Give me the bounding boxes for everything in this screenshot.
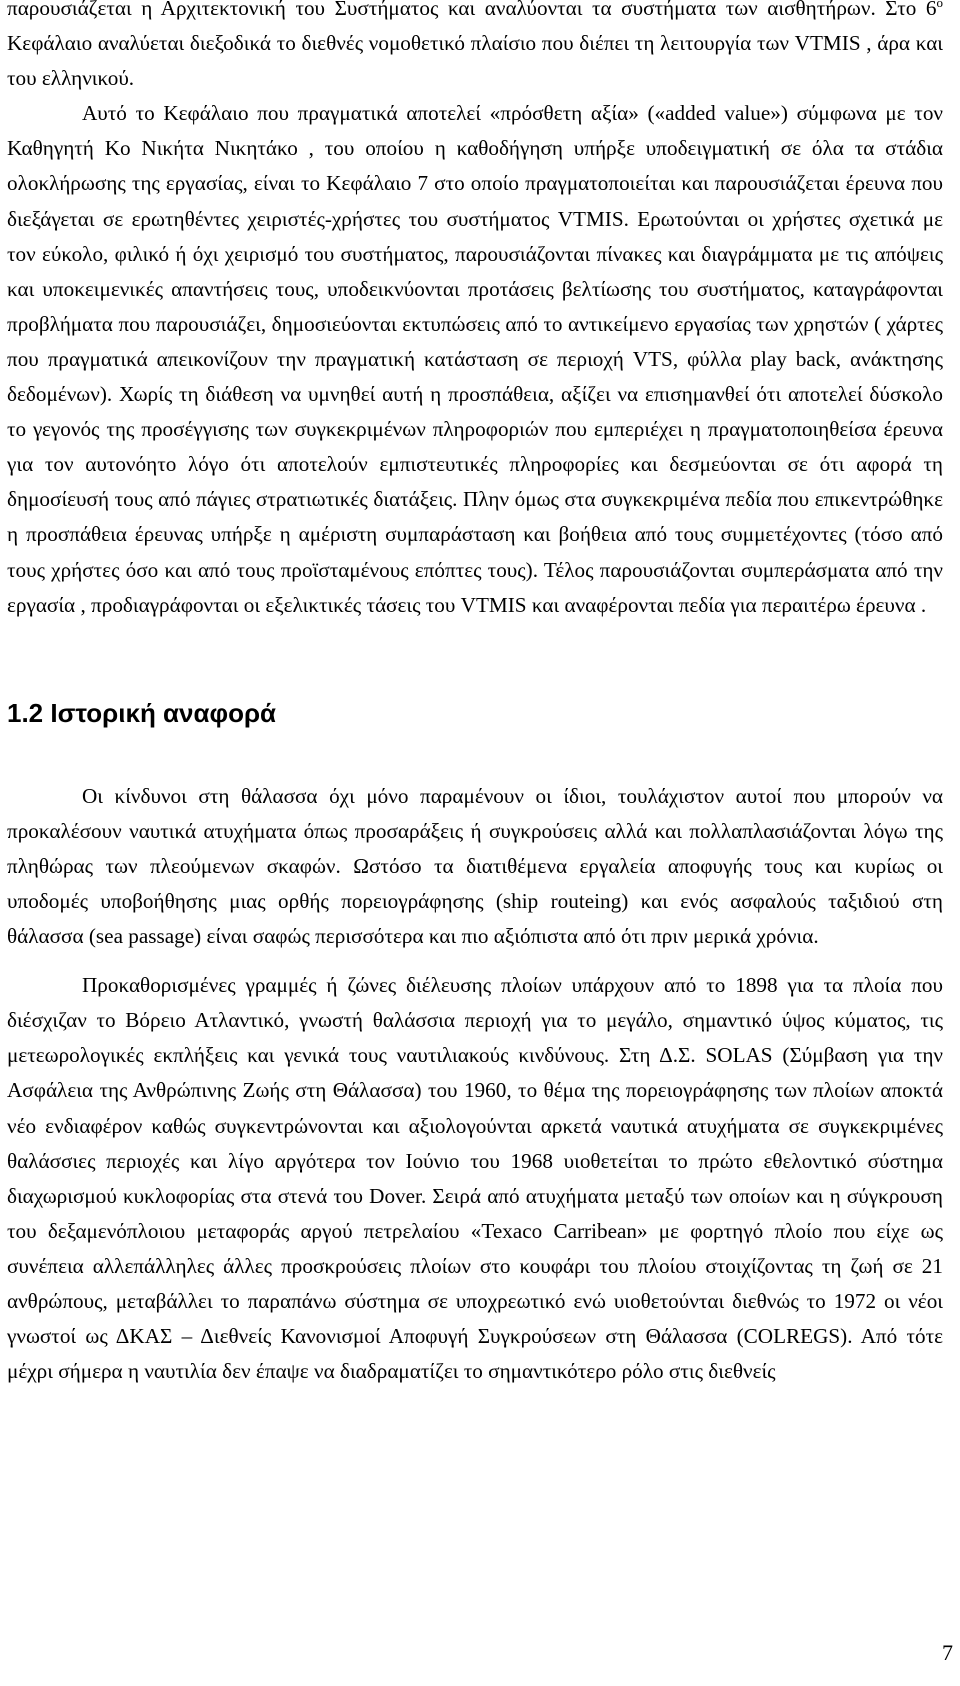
paragraph-intro-continuation xyxy=(7,0,943,96)
page-number: 7 xyxy=(942,1640,953,1665)
superscript-o: ο xyxy=(936,0,943,10)
paragraph-text: παρουσιάζεται η Αρχιτεκτονική του Συστήματος και αναλύονται τα συστήματα των αισθητήρων. Στο 6 xyxy=(7,0,937,20)
paragraph-routeing-history: Προκαθορισμένες γραμμές ή ζώνες διέλευσης πλοίων υπάρχουν από το 1898 για τα πλοία που διέσχιζαν το Βόρειο Ατλαντικό, γνωστή θαλάσσια περιοχή για το μεγάλο, σημαντικό ύψος κύματος, τις μετεωρολογικές εκπλήξεις και γενικά τους ναυτιλιακούς κινδύνους. Στη Δ.Σ. SOLAS (Σύμβαση για την Ασφάλεια της Ανθρώπινης Ζωής στη Θάλασσα) του 1960, το θέμα της πορειογράφησης των πλοίων αποκτά νέο ενδιαφέρον καθώς συγκεντρώνονται και αξιολογούνται αρκετά ναυτικά ατυχήματα σε συγκεκριμένες θαλάσσιες περιοχές και λίγο αργότερα τον Ιούνιο του 1968 υιοθετείται το πρώτο εθελοντικό σύστημα διαχωρισμού κυκλοφορίας στα στενά του Dover. Σειρά από ατυχήματα μεταξύ των οποίων και η σύγκρουση του δεξαμενόπλοιου μεταφοράς αργού πετρελαίου «Texaco Carribean» με φορτηγό πλοίο που είχε ως συνέπεια αλλεπάλληλες άλλες προσκρούσεις πλοίων στο κουφάρι του πλοίου στοιχίζοντας τη ζωή σε 21 ανθρώπους, μεταβάλλει το παραπάνω σύστημα σε υποχρεωτικό ενώ υιοθετούνται διεθνώς το 1972 οι νέοι γνωστοί ως ΔΚΑΣ – Διεθνείς Κανονισμοί Αποφυγή Συγκρούσεων στη Θάλασσα (COLREGS). Από τότε μέχρι σήμερα η ναυτιλία δεν έπαψε να διαδραματίζει το σημαντικότερο ρόλο στις διεθνείς xyxy=(7,973,943,1384)
section-heading: 1.2 Ιστορική αναφορά xyxy=(7,697,277,728)
paragraph-sea-risks: Οι κίνδυνοι στη θάλασσα όχι μόνο παραμένουν οι ίδιοι, τουλάχιστον αυτοί που μπορούν να προκαλέσουν ναυτικά ατυχήματα όπως προσαράξεις ή συγκρούσεις αλλά και πολλαπλασιάζονται λόγω της πληθώρας των πλεούμενων σκαφών. Ωστόσο τα διατιθέμενα εργαλεία αποφυγής τους και κυρίως οι υποδομές υποβοήθησης μιας ορθής πορειογράφησης (ship routeing) και ενός ασφαλούς ταξιδιού στη θάλασσα (sea passage) είναι σαφώς περισσότερα και πιο αξιόπιστα από ότι πριν μερικά χρόνια. xyxy=(7,783,943,949)
paragraph-text: Κεφάλαιο αναλύεται διεξοδικά το διεθνές νομοθετικό πλαίσιο που διέπει τη λειτουργία των VTMIS , άρα και του ελληνικού. xyxy=(7,31,943,91)
paragraph-chapter7-summary: Αυτό το Κεφάλαιο που πραγματικά αποτελεί «πρόσθετη αξία» («added value») σύμφωνα με τον Καθηγητή Κο Νικήτα Νικητάκο , του οποίου η καθοδήγηση υπήρξε υποδειγματική σε όλα τα στάδια ολοκλήρωσης της εργασίας, είναι το Κεφάλαιο 7 στο οποίο πραγματοποιείται και παρουσιάζεται έρευνα που διεξάγεται σε ερωτηθέντες χειριστές-χρήστες του συστήματος VTMIS. Ερωτούνται οι χρήστες σχετικά με τον εύκολο, φιλικό ή όχι χειρισμό του συστήματος, παρουσιάζονται πίνακες και διαγράμματα με τις απόψεις και υποκειμενικές απαντήσεις τους, υποδεικνύονται προτάσεις βελτίωσης του συστήματος, καταγράφονται προβλήματα που παρουσιάζει, δημοσιεύονται εκτυπώσεις από το αντικείμενο εργασίας των χρηστών ( χάρτες που πραγματικά απεικονίζουν την πραγματική κατάσταση σε περιοχή VTS, φύλλα play back, ανάκτησης δεδομένων). Χωρίς τη διάθεση να υμνηθεί αυτή η προσπάθεια, αξίζει να επισημανθεί ότι αποτελεί δύσκολο το γεγονός της προσέγγισης των συγκεκριμένων πληροφοριών που εμπεριέχει η πραγματοποιηθείσα έρευνα για τον αυτονόητο λόγο ότι αποτελούν εμπιστευτικές πληροφορίες και δεσμεύονται σε ότι αφορά τη δημοσίευσή τους από πάγιες στρατιωτικές διατάξεις. Πλην όμως στα συγκεκριμένα πεδία που επικεντρώθηκε η προσπάθεια έρευνας υπήρξε η αμέριστη συμπαράσταση και βοήθεια από τους συμμετέχοντες (τόσο από τους χρήστες όσο και από τους προϊσταμένους επόπτες τους). Τέλος παρουσιάζονται συμπεράσματα από την εργασία , προδιαγράφονται οι εξελικτικές τάσεις του VTMIS και αναφέρονται πεδία για περαιτέρω έρευνα . xyxy=(7,101,943,617)
